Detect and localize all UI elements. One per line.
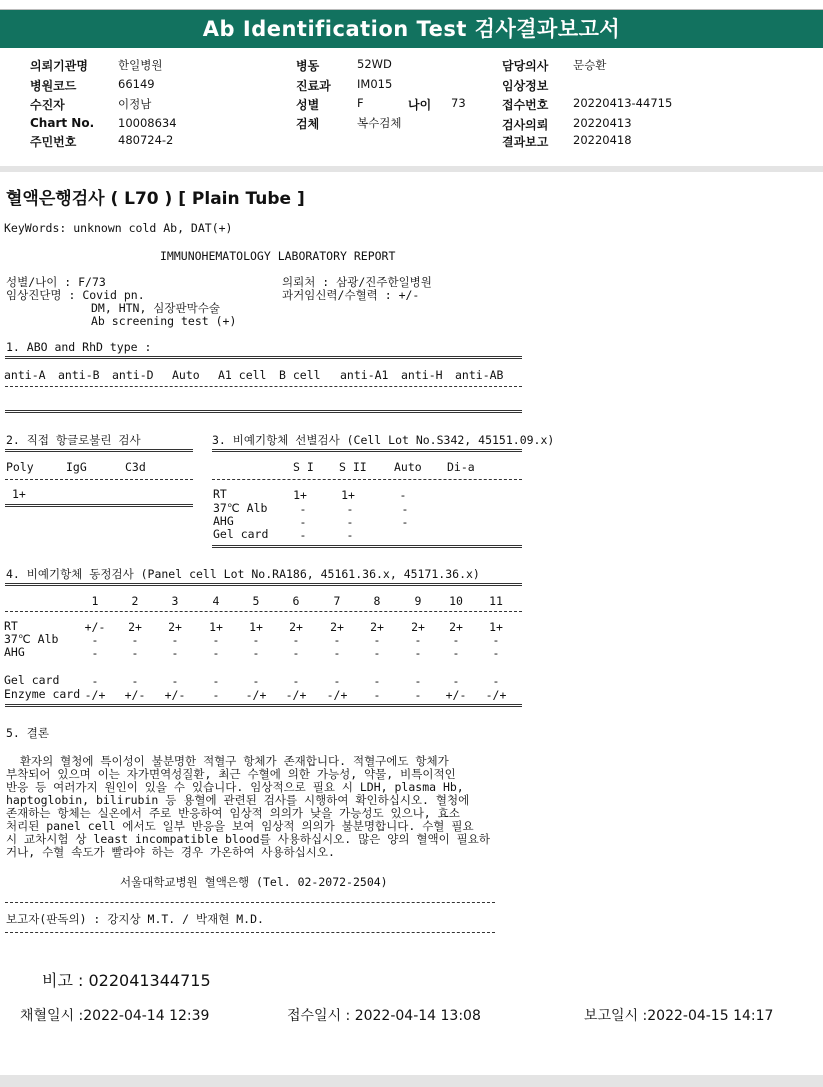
panel-col-header: 9 [414,594,422,608]
panel-cell: -/+ [485,688,507,702]
panel-cell: - [171,646,179,660]
panel-cell: - [492,674,500,688]
panel-row-label: AHG [4,645,25,659]
s1-title: 1. ABO and RhD type : [6,340,152,354]
screen-cell: - [401,515,409,529]
diagnosis: DM, HTN, 심장판막수술 [91,301,220,315]
panel-cell: 2+ [289,620,303,634]
panel-cell: -/+ [326,688,348,702]
rule [5,583,522,586]
s4-title: 4. 비예기항체 동정검사 (Panel cell Lot No.RA186, 45161.36.x, 45171.36.x) [6,567,480,581]
panel-cell: - [212,633,220,647]
info-label: 의뢰기관명 [30,59,88,73]
panel-cell: - [131,674,139,688]
rule [5,449,193,452]
info-value: 20220413 [573,116,632,130]
rule [212,449,522,452]
panel-cell: +/- [84,620,106,634]
s2-title: 2. 직접 항글로불린 검사 [6,433,141,447]
panel-col-header: 4 [212,594,220,608]
received-datetime: 접수일시 : 2022-04-14 13:08 [287,1008,481,1024]
screen-cell: - [299,515,307,529]
info-label: Chart No. [30,116,95,130]
panel-cell: - [252,674,260,688]
info-value: 이정남 [118,97,152,111]
bottom-band [0,1075,823,1087]
conclusion-line: 존재하는 항체는 실온에서 주로 반응하여 임상적 의의가 낮을 가능성도 있으나, 효소 [6,806,460,820]
panel-cell: - [91,674,99,688]
info-label-age: 나이 [408,98,432,112]
conclusion-line: 환자의 혈청에 특이성이 불분명한 적혈구 항체가 존재합니다. 적혈구에도 항체가 [6,754,449,768]
info-value: 10008634 [118,116,177,130]
info-label: 검사의뢰 [502,118,549,132]
info-value: F [357,96,364,110]
panel-cell: - [452,674,460,688]
dat-col: C3d [125,460,146,474]
info-value: 복수검체 [357,116,402,130]
panel-row-label: 37℃ Alb [4,632,59,646]
screen-cell: 1+ [293,488,307,502]
panel-cell: - [212,646,220,660]
panel-cell: - [452,646,460,660]
abo-col: anti-AB [455,368,504,382]
keywords: KeyWords: unknown cold Ab, DAT(+) [4,221,233,235]
info-label: 담당의사 [502,59,549,73]
panel-cell: -/+ [84,688,106,702]
abo-col: anti-B [58,368,100,382]
rule [5,504,193,507]
abo-col: anti-D [112,368,154,382]
panel-cell: - [171,633,179,647]
panel-cell: - [373,646,381,660]
panel-cell: - [333,674,341,688]
screen-cell: - [299,502,307,516]
info-label: 접수번호 [502,98,549,112]
panel-col-header: 3 [171,594,179,608]
panel-cell: 2+ [128,620,142,634]
info-label: 검체 [296,117,320,131]
collected-datetime: 채혈일시 :2022-04-14 12:39 [20,1008,210,1024]
rule [5,932,495,933]
s3-title: 3. 비예기항체 선별검사 (Cell Lot No.S342, 45151.09.x) [212,433,555,447]
rule [5,611,522,612]
screen-row-label: AHG [213,514,234,528]
abo-col: anti-A1 [340,368,389,382]
abo-col: anti-H [401,368,443,382]
panel-row-label: Gel card [4,673,60,687]
screen-cell: - [401,502,409,516]
panel-col-header: 10 [449,594,463,608]
panel-cell: - [131,633,139,647]
info-value: 20220413-44715 [573,96,673,110]
panel-cell: +/- [124,688,146,702]
info-label: 진료과 [296,79,331,93]
abo-col: anti-A [4,368,46,382]
info-label: 병동 [296,59,320,73]
panel-cell: - [452,633,460,647]
panel-cell: - [252,646,260,660]
rule [5,356,522,359]
panel-cell: - [373,688,381,702]
panel-cell: - [492,633,500,647]
panel-cell: - [492,646,500,660]
panel-cell: - [131,646,139,660]
screen-col: S I [293,460,314,474]
panel-cell: - [252,633,260,647]
info-label: 주민번호 [30,135,77,149]
info-label: 결과보고 [502,135,549,149]
panel-cell: +/- [164,688,186,702]
conclusion-line: 처리된 panel cell 에서도 일부 반응을 보여 임상적 의의가 불분명합니다. 수혈 필요 [6,819,474,833]
panel-cell: - [91,646,99,660]
panel-col-header: 11 [489,594,503,608]
screen-cell: - [299,528,307,542]
referrer: 의뢰처 : 삼광/진주한일병원 [282,275,432,289]
info-value-age: 73 [451,96,466,110]
dat-col: Poly [6,460,34,474]
panel-cell: +/- [445,688,467,702]
abo-col: Auto [172,368,200,382]
rule [5,902,495,903]
diagnosis: Ab screening test (+) [91,314,237,328]
info-value: 20220418 [573,133,632,147]
info-value: 52WD [357,57,392,71]
panel-row-label: Enzyme card [4,687,81,701]
panel-cell: - [171,674,179,688]
rule [5,479,193,480]
abo-col: A1 cell [218,368,267,382]
divider-band [0,166,823,172]
institution: 서울대학교병원 혈액은행 (Tel. 02-2072-2504) [120,875,388,889]
panel-cell: 2+ [168,620,182,634]
panel-cell: - [373,633,381,647]
info-label: 성별 [296,98,320,112]
info-label: 병원코드 [30,79,77,93]
panel-cell: - [414,674,422,688]
panel-cell: - [292,633,300,647]
panel-cell: - [414,633,422,647]
panel-cell: - [91,633,99,647]
panel-cell: - [333,633,341,647]
reported-datetime: 보고일시 :2022-04-15 14:17 [584,1008,774,1024]
info-label: 수진자 [30,98,65,112]
panel-cell: -/+ [245,688,267,702]
rule [212,479,522,480]
transfusion-history: 과거임신력/수혈력 : +/- [282,288,420,302]
dat-col: IgG [66,460,87,474]
panel-cell: - [414,688,422,702]
rule [5,410,522,413]
remark: 비고 : 022041344715 [42,971,211,990]
screen-cell: - [399,488,407,502]
patient-info-panel [0,50,823,166]
sex-age: 성별/나이 : F/73 [6,275,106,289]
screen-col: S II [339,460,367,474]
panel-cell: 1+ [489,620,503,634]
info-label: 임상정보 [502,79,549,93]
panel-cell: 1+ [209,620,223,634]
info-value: 문승환 [573,58,607,72]
screen-cell: - [346,515,354,529]
panel-col-header: 8 [373,594,381,608]
rule [5,386,522,387]
panel-row-label: RT [4,619,18,633]
panel-cell: - [292,646,300,660]
diagnosis: 임상진단명 : Covid pn. [6,288,145,302]
abo-col: B cell [279,368,321,382]
conclusion-line: 거나, 수혈 속도가 빨라야 하는 경우 가온하여 사용하십시오. [6,845,335,859]
screen-col: Di-a [447,460,475,474]
panel-col-header: 2 [131,594,139,608]
panel-cell: 2+ [330,620,344,634]
panel-cell: 2+ [449,620,463,634]
conclusion-line: 부착되어 있으며 이는 자가면역성질환, 최근 수혈에 의한 가능성, 약물, 비특이적인 [6,767,456,781]
panel-col-header: 6 [292,594,300,608]
dat-value: 1+ [12,487,26,501]
info-value: 한일병원 [118,58,163,72]
rule [212,545,522,548]
info-value: IM015 [357,77,393,91]
panel-cell: - [414,646,422,660]
panel-cell: - [212,688,220,702]
panel-cell: 1+ [249,620,263,634]
info-value: 66149 [118,77,155,91]
panel-col-header: 5 [252,594,260,608]
reporter: 보고자(판독의) : 강지상 M.T. / 박재현 M.D. [6,912,264,926]
rule [5,704,522,707]
report-header: IMMUNOHEMATOLOGY LABORATORY REPORT [160,249,396,263]
screen-cell: 1+ [341,488,355,502]
info-value: 480724-2 [118,133,174,147]
screen-col: Auto [394,460,422,474]
screen-row-label: RT [213,487,227,501]
panel-col-header: 7 [333,594,341,608]
conclusion-line: haptoglobin, bilirubin 등 용혈에 관련된 검사를 시행하여 확인하십시오. 혈청에 [6,793,470,807]
panel-cell: - [292,674,300,688]
panel-cell: - [333,646,341,660]
panel-cell: 2+ [411,620,425,634]
section-title: 혈액은행검사 ( L70 ) [ Plain Tube ] [6,189,305,209]
panel-cell: -/+ [285,688,307,702]
screen-cell: - [346,528,354,542]
screen-row-label: Gel card [213,527,269,541]
report-title: Ab Identification Test 검사결과보고서 [0,10,823,48]
screen-cell: - [346,502,354,516]
panel-cell: - [212,674,220,688]
screen-row-label: 37℃ Alb [213,501,268,515]
panel-cell: 2+ [370,620,384,634]
panel-cell: - [373,674,381,688]
s5-title: 5. 결론 [6,726,49,740]
panel-col-header: 1 [91,594,99,608]
conclusion-line: 반응 등 여러가지 원인이 있을 수 있습니다. 임상적으로 필요 시 LDH, plasma Hb, [6,780,464,794]
conclusion-line: 시 교차시험 상 least incompatible blood를 사용하십시오. 많은 양의 혈액이 필요하 [6,832,490,846]
